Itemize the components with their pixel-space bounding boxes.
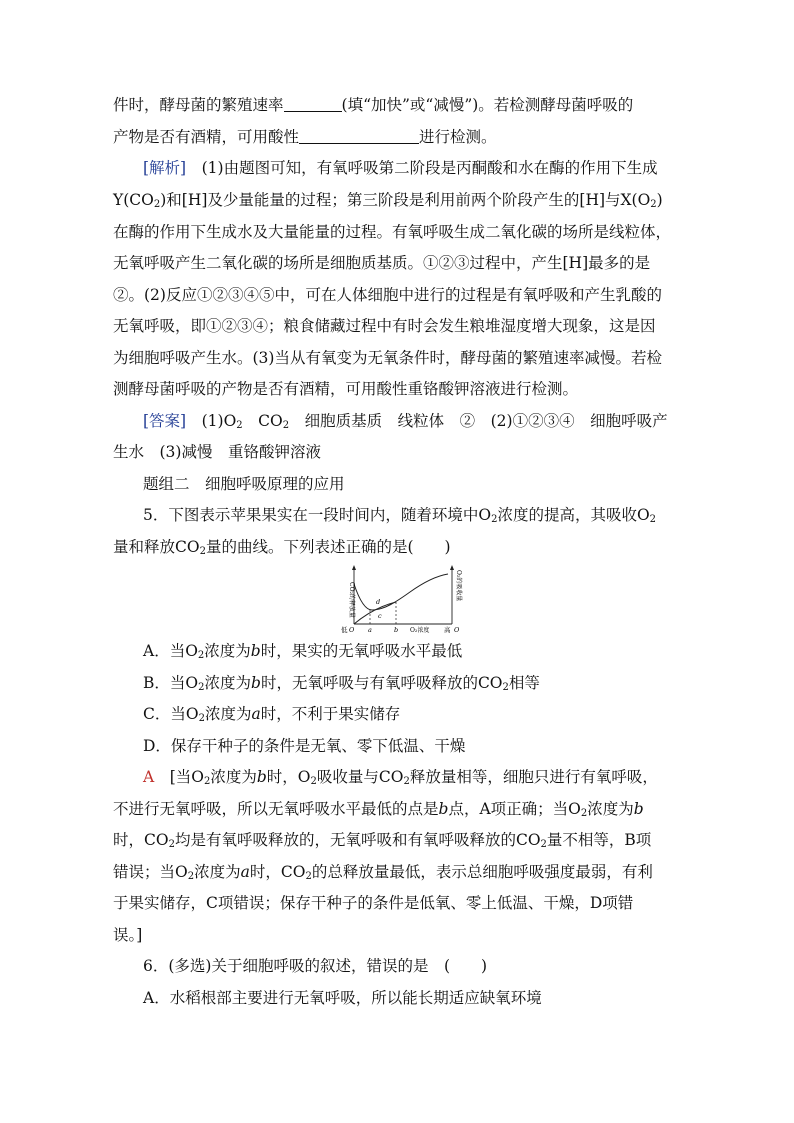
low-label: 低 — [341, 626, 348, 634]
point-a-label: a — [368, 626, 372, 634]
left-axis-label: CO₂的释放量 — [348, 582, 355, 618]
left-axis-arrow — [352, 565, 356, 570]
point-d-label: d — [376, 598, 381, 606]
q5-explanation-line-2: 不进行无氧呼吸，所以无氧呼吸水平最低的点是b点，A项正确；当$O_2$浓度为b — [113, 800, 644, 819]
q6-option-a: A．水稻根部主要进行无氧呼吸，所以能长期适应缺氧环境 — [143, 989, 542, 1007]
analysis-line-7: 为细胞呼吸产生水。(3)当从有氧变为无氧条件时，酵母菌的繁殖速率减慢。若检 — [113, 349, 662, 367]
o2-co2-curve-figure — [340, 562, 468, 634]
option-a: A．当$O_2$浓度为b时，果实的无氧呼吸水平最低 — [143, 642, 463, 661]
figure-svg — [340, 562, 468, 634]
option-b: B．当$O_2$浓度为b时，无氧呼吸与有氧呼吸释放的$CO_2$相等 — [143, 674, 540, 693]
right-axis-label: O₂的吸收量 — [455, 570, 462, 602]
analysis-line-1: [解析] (1)由题图可知，有氧呼吸第二阶段是丙酮酸和水在酶的作用下生成 — [143, 159, 658, 177]
group-heading: 题组二 细胞呼吸原理的应用 — [143, 475, 345, 493]
analysis-line-5: ②。(2)反应①②③④⑤中，可在人体细胞中进行的过程是有氧呼吸和产生乳酸的 — [113, 286, 662, 304]
q5-stem-line-2: 量和释放$CO_2$量的曲线。下列表述正确的是( ) — [113, 538, 451, 557]
co2-release-curve — [354, 574, 448, 610]
answer-blank — [299, 129, 419, 144]
q6-stem: 6．(多选)关于细胞呼吸的叙述，错误的是 ( ) — [143, 957, 488, 975]
origin-left: O — [349, 626, 355, 634]
q5-answer-letter: A — [143, 768, 155, 786]
point-b-label: b — [394, 626, 399, 634]
analysis-line-4: 无氧呼吸产生二氧化碳的场所是细胞质基质。①②③过程中，产生[H]最多的是 — [113, 254, 651, 272]
analysis-line-8: 测酵母菌呼吸的产物是否有酒精，可用酸性重铬酸钾溶液进行检测。 — [113, 380, 579, 398]
answer-label: [答案] — [143, 412, 187, 430]
right-axis-arrow — [450, 565, 454, 570]
analysis-line-2: $Y(CO_2)$和[H]及少量能量的过程；第三阶段是利用前两个阶段产生的[H]与$X(O_2)$ — [113, 191, 663, 210]
q5-explanation-line-3: 时，$CO_2$均是有氧呼吸释放的，无氧呼吸和有氧呼吸释放的$CO_2$量不相等，B项 — [113, 831, 652, 850]
answer-line-1: [答案] $(1)O_2$ $CO_2$ 细胞质基质 线粒体 ② (2)①②③④ 细胞呼吸产 — [143, 412, 668, 431]
answer-line-2: 生水 (3)减慢 重铬酸钾溶液 — [113, 443, 321, 461]
option-d: D．保存干种子的条件是无氧、零下低温、干燥 — [143, 737, 466, 755]
option-c: C．当$O_2$浓度为a时，不利于果实储存 — [143, 705, 401, 724]
analysis-line-6: 无氧呼吸，即①②③④；粮食储藏过程中有时会发生粮堆湿度增大现象，这是因 — [113, 317, 656, 335]
q5-stem-line-1: 5．下图表示苹果果实在一段时间内，随着环境中$O_2$浓度的提高，其吸收$O_2$ — [143, 506, 657, 525]
point-c-label: c — [378, 612, 382, 620]
q5-explanation-line-4: 错误；当$O_2$浓度为a时，$CO_2$的总释放量最低，表示总细胞呼吸强度最弱，有利 — [113, 863, 653, 882]
x-axis-label: O₂浓度 — [410, 627, 430, 634]
q5-explanation-line-5: 于果实储存，C项错误；保存干种子的条件是低氧、零上低温、干燥，D项错 — [113, 894, 634, 912]
q4-line-1: 件时，酵母菌的繁殖速率 (填“加快”或“减慢”)。若检测酵母菌呼吸的 — [113, 96, 634, 114]
q4-line-2: 产物是否有酒精，可用酸性 进行检测。 — [113, 128, 497, 146]
q5-explanation-line-1: A [当$O_2$浓度为b时，$O_2$吸收量与$CO_2$释放量相等，细胞只进行有氧呼吸， — [143, 768, 658, 787]
origin-right: O — [454, 626, 460, 634]
high-label: 高 — [444, 626, 451, 634]
analysis-label: [解析] — [143, 159, 187, 177]
analysis-line-3: 在酶的作用下生成水及大量能量的过程。有氧呼吸生成二氧化碳的场所是线粒体， — [113, 223, 672, 241]
q5-explanation-line-6: 误。] — [113, 926, 143, 944]
answer-blank — [284, 97, 342, 112]
